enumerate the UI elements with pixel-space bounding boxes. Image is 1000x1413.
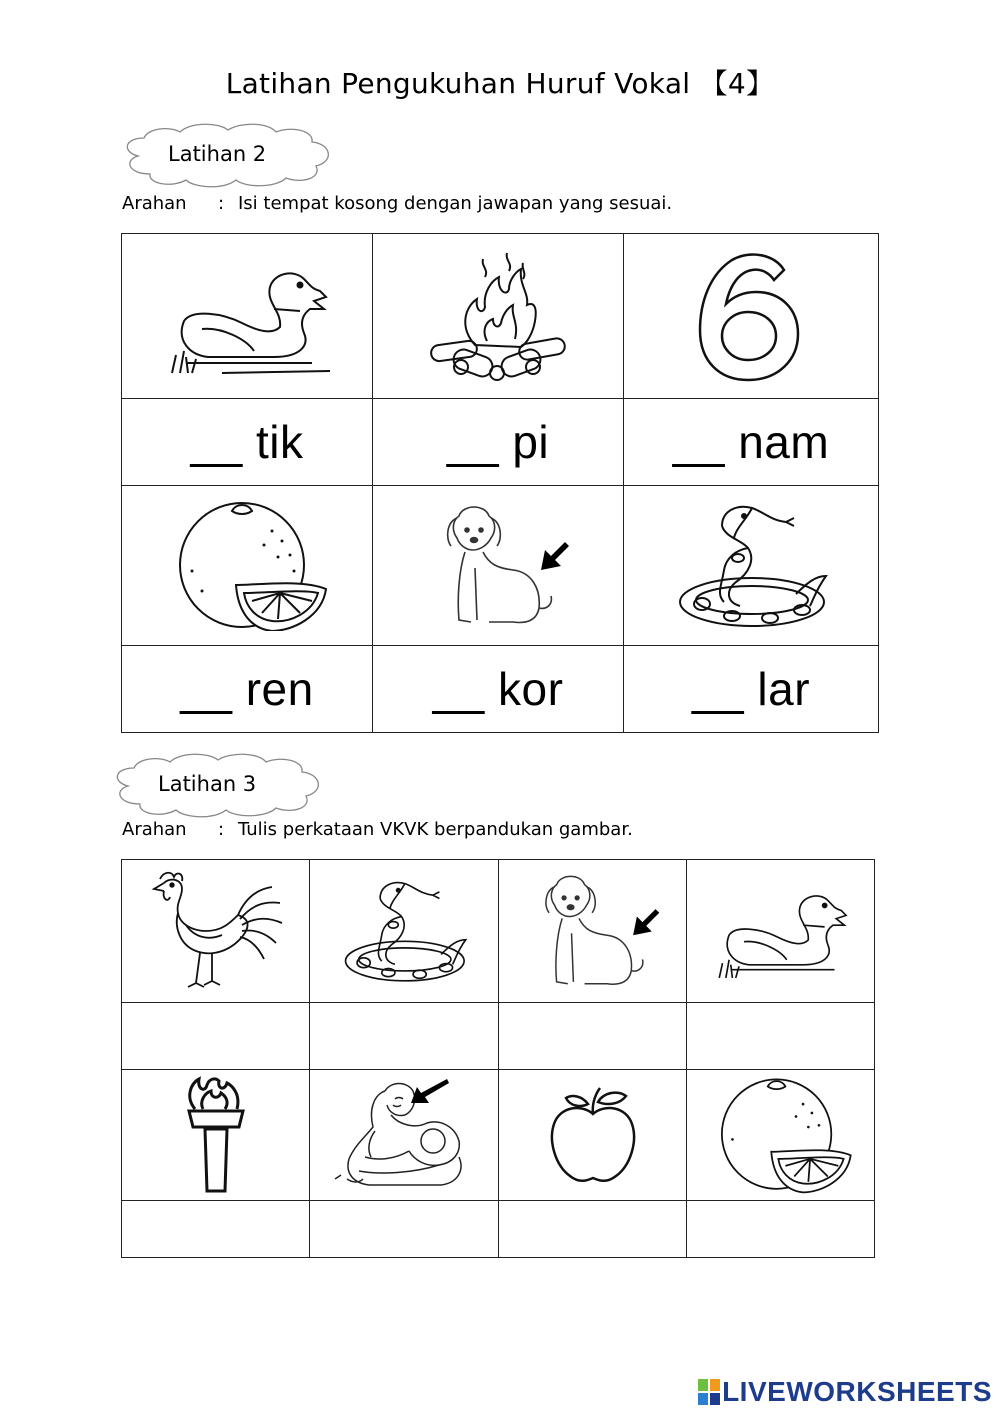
instruction-text: Isi tempat kosong dengan jawapan yang sesuai. <box>238 193 673 214</box>
table-row <box>122 399 879 486</box>
answer-cell[interactable] <box>310 1003 499 1070</box>
table-row <box>122 234 879 399</box>
section-2-label: Latihan 2 <box>168 142 267 166</box>
word-cell: __ lar <box>624 646 879 733</box>
arrow-icon <box>411 1079 449 1103</box>
section-3-cloud <box>108 752 328 822</box>
snake-icon <box>666 498 836 633</box>
rooster-image-cell <box>122 860 310 1003</box>
instruction-label: Arahan <box>122 819 187 840</box>
table-row <box>122 1201 875 1258</box>
table-row <box>122 1003 875 1070</box>
table-row <box>122 646 879 733</box>
word-cell: __ pi <box>373 399 624 486</box>
apple-icon <box>538 1080 648 1190</box>
section-2-instruction <box>122 193 822 217</box>
section-3-table <box>121 859 875 1258</box>
section-2-cloud <box>118 122 338 192</box>
table-row <box>122 860 875 1003</box>
answer-cell[interactable] <box>499 1201 687 1258</box>
number-six-icon <box>686 246 816 386</box>
orange-image-cell <box>122 486 373 646</box>
apple-image-cell <box>499 1070 687 1201</box>
answer-cell[interactable] <box>310 1201 499 1258</box>
instruction-colon: : <box>218 193 225 214</box>
answer-cell[interactable] <box>687 1201 875 1258</box>
table-row <box>122 1070 875 1201</box>
brand-text: LIVEWORKSHEETS <box>722 1376 992 1407</box>
answer-cell[interactable] <box>122 1201 310 1258</box>
duck-icon <box>711 877 851 985</box>
rooster-icon <box>146 867 286 995</box>
fire-image-cell <box>373 234 624 399</box>
campfire-icon <box>423 249 573 384</box>
dog-image-cell <box>373 486 624 646</box>
dog-icon <box>423 498 573 633</box>
word-cell: __ tik <box>122 399 373 486</box>
answer-cell[interactable] <box>499 1003 687 1070</box>
section-3-label: Latihan 3 <box>158 772 257 796</box>
duck-image-cell <box>687 860 875 1003</box>
arrow-icon <box>633 909 659 935</box>
orange-icon <box>162 501 332 631</box>
orange-icon <box>706 1076 856 1194</box>
dog-image-cell <box>499 860 687 1003</box>
dog-icon <box>523 868 663 994</box>
snake-icon <box>334 867 474 995</box>
arrow-icon <box>541 542 569 570</box>
answer-cell[interactable] <box>122 1003 310 1070</box>
instruction-text: Tulis perkataan VKVK berpandukan gambar. <box>238 819 633 840</box>
page-title: Latihan Pengukuhan Huruf Vokal 【4】 <box>225 67 775 100</box>
mother-baby-icon <box>329 1075 479 1195</box>
instruction-colon: : <box>218 819 225 840</box>
section-3-instruction <box>122 819 822 843</box>
instruction-label: Arahan <box>122 193 187 214</box>
table-row <box>122 486 879 646</box>
torch-icon <box>181 1075 251 1195</box>
orange-image-cell <box>687 1070 875 1201</box>
word-cell: __ kor <box>373 646 624 733</box>
section-2-table <box>121 233 879 733</box>
word-cell: __ nam <box>624 399 879 486</box>
snake-image-cell <box>310 860 499 1003</box>
liveworksheets-logo <box>698 1376 992 1408</box>
word-cell: __ ren <box>122 646 373 733</box>
mother-baby-image-cell <box>310 1070 499 1201</box>
duck-icon <box>162 251 332 381</box>
answer-cell[interactable] <box>687 1003 875 1070</box>
six-image-cell <box>624 234 879 399</box>
torch-image-cell <box>122 1070 310 1201</box>
duck-image-cell <box>122 234 373 399</box>
snake-image-cell <box>624 486 879 646</box>
liveworksheets-logo-icon <box>698 1379 720 1405</box>
